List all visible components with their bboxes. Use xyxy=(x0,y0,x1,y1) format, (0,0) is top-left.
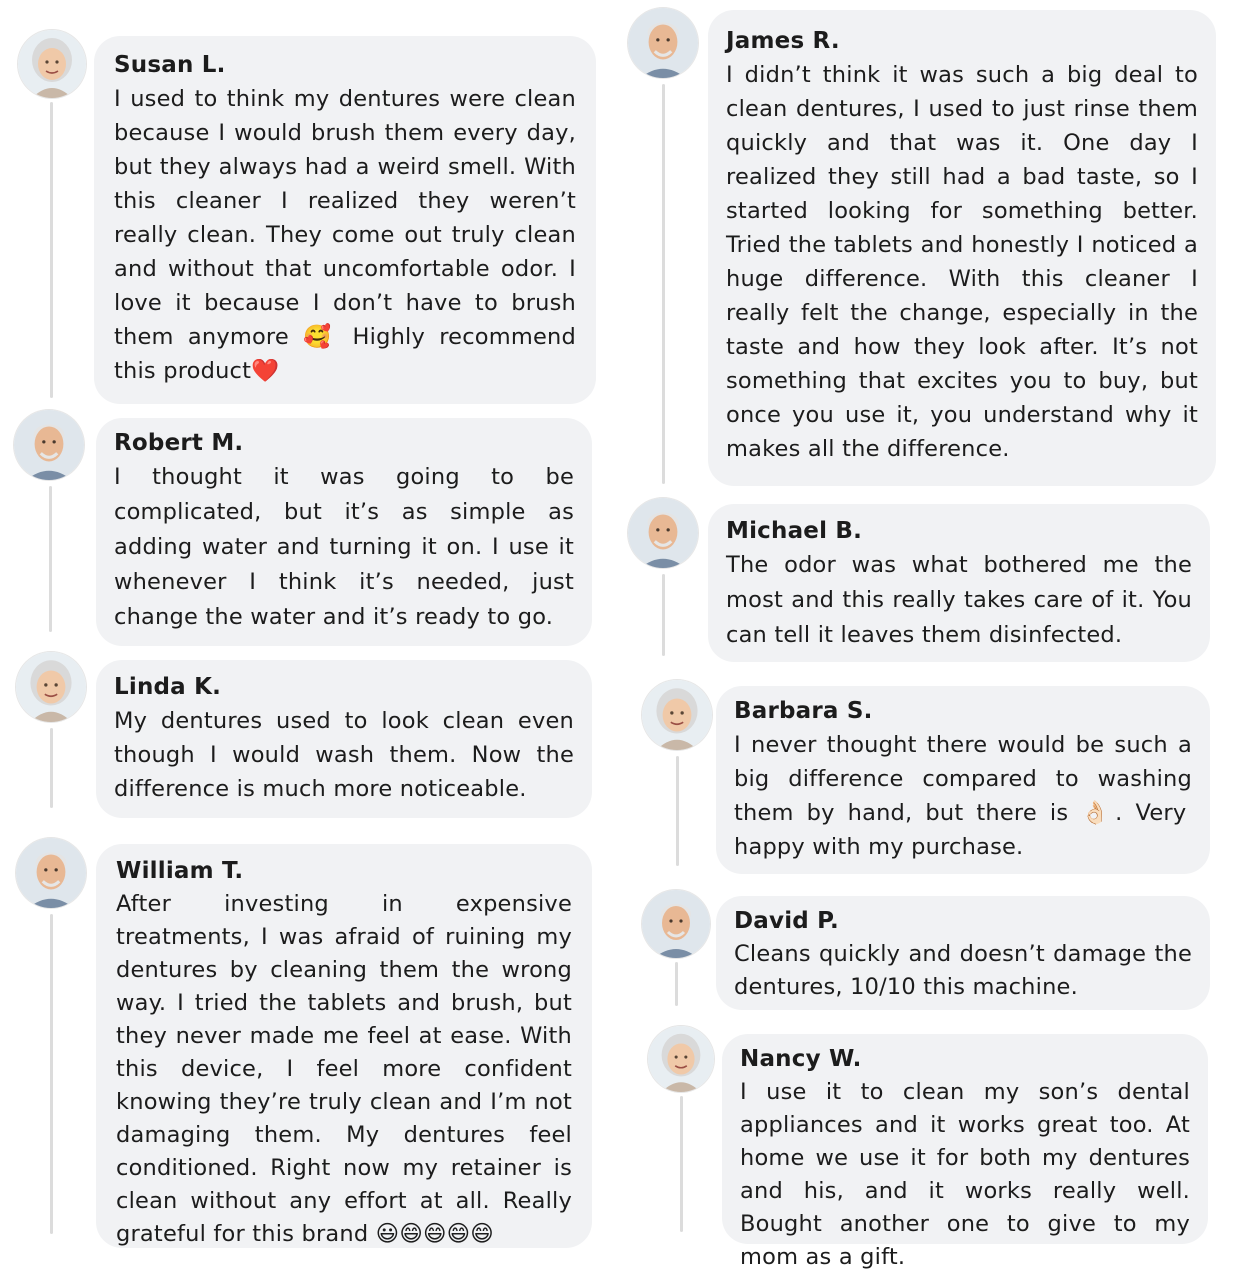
reviewer-name: Barbara S. xyxy=(734,698,873,724)
thread-line xyxy=(49,486,52,632)
review-bubble xyxy=(96,844,592,1248)
review-bubble xyxy=(722,1034,1208,1270)
elderly-man-avatar[interactable] xyxy=(16,838,86,908)
review-bubble xyxy=(708,10,1216,486)
elderly-woman-avatar[interactable] xyxy=(648,1026,714,1092)
reviewer-name: David P. xyxy=(734,908,839,934)
reviewer-name: James R. xyxy=(726,28,840,54)
review-text: I never thought there would be such a big difference compared to washing them by hand, but there is 👌🏻. Very happy with my purchase. xyxy=(734,732,1192,860)
review-text: The odor was what bothered me the most and this really takes care of it. You can tell it leaves them disinfected. xyxy=(726,552,1192,648)
review-bubble xyxy=(708,504,1210,662)
reviewer-name: Nancy W. xyxy=(740,1046,862,1072)
thread-line xyxy=(662,84,665,484)
elderly-woman-avatar[interactable] xyxy=(642,680,712,750)
review-text: Cleans quickly and doesn’t damage the dentures, 10/10 this machine. xyxy=(734,941,1192,1000)
thread-line xyxy=(50,914,53,1234)
review-bubble xyxy=(96,418,592,646)
elderly-man-avatar[interactable] xyxy=(628,498,698,568)
elderly-woman-avatar[interactable] xyxy=(16,652,86,722)
thread-line xyxy=(50,102,53,398)
reviewer-name: William T. xyxy=(116,858,244,884)
elderly-man-avatar[interactable] xyxy=(628,8,698,78)
review-text: I use it to clean my son’s dental appliances and it works great too. At home we use it for both my dentures and his, and it works really well. Bought another one to give to my mom as a gift. xyxy=(740,1079,1190,1270)
reviewer-name: Susan L. xyxy=(114,52,226,78)
thread-line xyxy=(676,756,679,866)
review-text: I thought it was going to be complicated, but it’s as simple as adding water and turning it on. I use it whenever I think it’s needed, just change the water and it’s ready to go. xyxy=(114,464,574,630)
review-text: I used to think my dentures were clean because I would brush them every day, but they always had a weird smell. With this cleaner I realized they weren’t really clean. They come out truly clean and without that uncomfortable odor. I love it because I don’t have to brush them anymore 🥰 Highly recommend this product❤️ xyxy=(114,86,576,384)
thread-line xyxy=(680,1096,683,1232)
thread-line xyxy=(50,728,53,808)
thread-line xyxy=(675,962,678,1006)
review-bubble xyxy=(716,686,1210,874)
review-text: I didn’t think it was such a big deal to clean dentures, I used to just rinse them quickly and that was it. One day I realized they still had a bad taste, so I started looking for something better. Tried the tablets and honestly I noticed a huge difference. With this cleaner I really felt the change, especially in the taste and how they look after. It’s not something that excites you to buy, but once you use it, you understand why it makes all the difference. xyxy=(726,62,1198,462)
elderly-man-avatar[interactable] xyxy=(642,890,710,958)
review-bubble xyxy=(96,660,592,818)
reviewer-name: Michael B. xyxy=(726,518,863,544)
thread-line xyxy=(662,574,665,656)
review-bubble xyxy=(94,36,596,404)
elderly-man-avatar[interactable] xyxy=(14,410,84,480)
reviewer-name: Linda K. xyxy=(114,674,222,700)
review-bubble xyxy=(716,896,1210,1010)
review-text: After investing in expensive treatments, I was afraid of ruining my dentures by cleaning them the wrong way. I tried the tablets and brush, but they never made me feel at ease. With this device, I feel more confident knowing they’re truly clean and I’m not damaging them. My dentures feel conditioned. Right now my retainer is clean without any effort at all. Really grateful for this brand 😃😄😄😄😄 xyxy=(116,891,572,1247)
review-text: My dentures used to look clean even though I would wash them. Now the difference is much more noticeable. xyxy=(114,708,574,802)
reviewer-name: Robert M. xyxy=(114,430,244,456)
elderly-woman-avatar[interactable] xyxy=(18,30,86,98)
